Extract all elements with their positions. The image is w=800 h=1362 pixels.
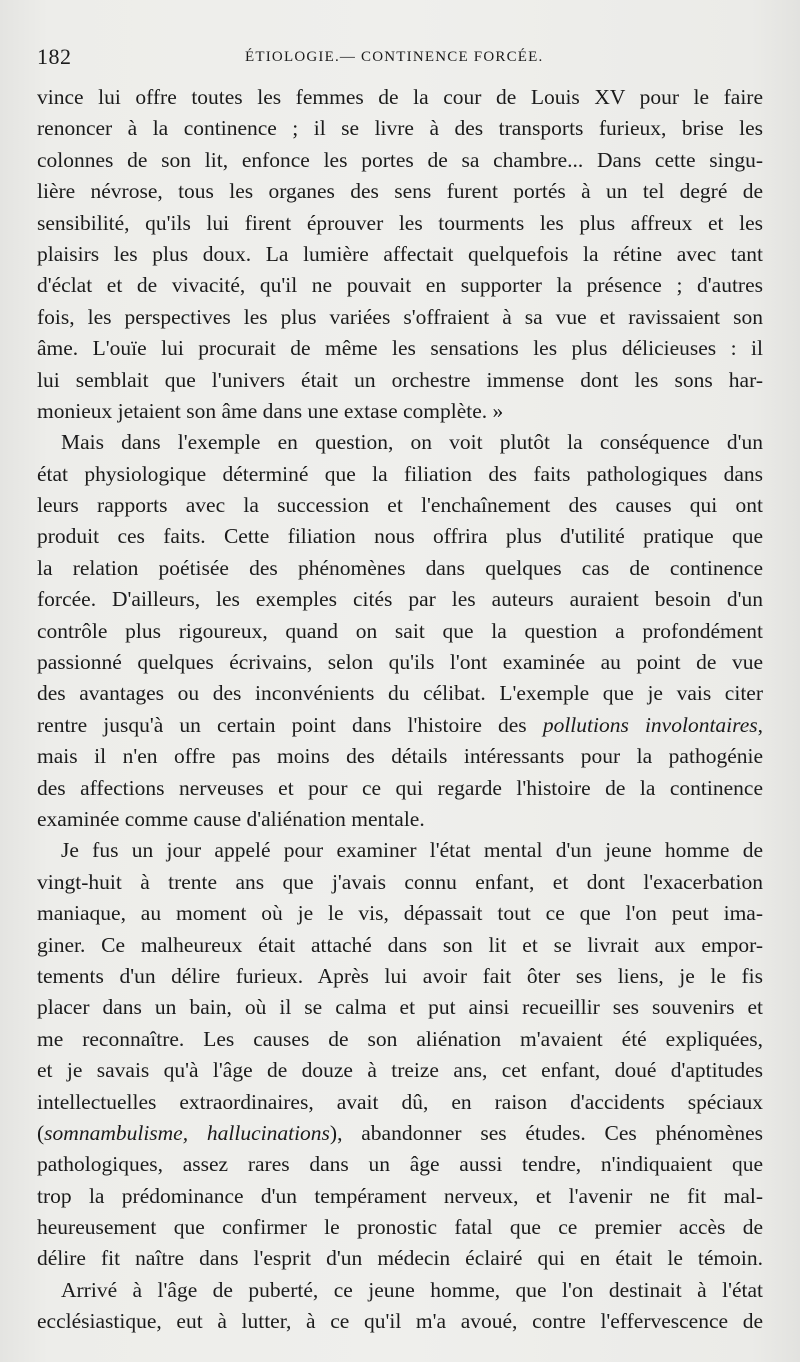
page-header (37, 44, 765, 74)
line-text: et je savais qu'à l'âge de douze à treize ans, cet enfant, doué d'aptitudes (37, 1058, 763, 1083)
text-line (37, 1243, 763, 1274)
text-line (37, 1149, 763, 1180)
text-line (37, 302, 763, 333)
line-text: intellectuelles extraordinaires, avait dû, en raison d'accidents spéciaux (37, 1089, 763, 1114)
text-line (37, 239, 763, 270)
line-text: pathologiques, assez rares dans un âge aussi tendre, n'indiquaient que (37, 1152, 763, 1177)
line-text: lui semblait que l'univers était un orchestre immense dont les sons har- (37, 367, 763, 392)
text-line (37, 930, 763, 961)
text-line (37, 992, 763, 1023)
text-line (37, 1306, 763, 1337)
line-text: trop la prédominance d'un tempérament nerveux, et l'avenir ne fit mal- (37, 1183, 763, 1208)
line-text: la relation poétisée des phénomènes dans quelques cas de continence (37, 555, 763, 580)
text-line (37, 616, 763, 647)
text-line (37, 145, 763, 176)
line-text: produit ces faits. Cette filiation nous offrira plus d'utilité pratique que (37, 524, 763, 549)
line-text: âme. L'ouïe lui procurait de même les sensations les plus délicieuses : il (37, 336, 763, 361)
text-line (37, 804, 763, 835)
text-line (37, 427, 763, 458)
line-text: rentre jusqu'à un certain point dans l'histoire des (37, 712, 527, 737)
line-text: Je fus un jour appelé pour examiner l'état mental d'un jeune homme de (61, 838, 763, 863)
text-line (37, 1181, 763, 1212)
line-text: ecclésiastique, eut à lutter, à ce qu'il m'a avoué, contre l'effervescence de (37, 1309, 763, 1334)
text-line (37, 521, 763, 552)
line-text: colonnes de son lit, enfonce les portes de sa chambre... Dans cette singu- (37, 147, 763, 172)
text-line (37, 1118, 763, 1149)
line-text: délire fit naître dans l'esprit d'un médecin éclairé qui en était le témoin. (37, 1246, 763, 1271)
text-line (37, 710, 763, 741)
line-text: des avantages ou des inconvénients du célibat. L'exemple que je vais citer (37, 681, 763, 706)
line-text: fois, les perspectives les plus variées s'offraient à sa vue et ravissaient son (37, 304, 763, 329)
line-text: vince lui offre toutes les femmes de la cour de Louis XV pour le faire (37, 85, 763, 109)
line-text: placer dans un bain, où il se calma et put ainsi recueillir ses souvenirs et (37, 995, 763, 1020)
text-line (37, 365, 763, 396)
text-line (37, 1055, 763, 1086)
text-line (37, 961, 763, 992)
line-text: heureusement que confirmer le pronostic fatal que ce premier accès de (37, 1215, 763, 1240)
body-text (37, 82, 763, 1338)
line-text: lière névrose, tous les organes des sens furent portés à un tel degré de (37, 179, 763, 204)
line-text: giner. Ce malheureux était attaché dans son lit et se livrait aux empor- (37, 932, 763, 957)
line-text: sensibilité, qu'ils lui firent éprouver les tourments les plus affreux et les (37, 210, 763, 235)
line-text-after: ), abandonner ses études. Ces phénomènes (329, 1120, 763, 1145)
line-text: vingt-huit à trente ans que j'avais connu enfant, et dont l'exacerbation (37, 869, 763, 894)
page-number: 182 (37, 44, 72, 69)
line-text: Arrivé à l'âge de puberté, ce jeune homme, que l'on destinait à l'état (61, 1277, 763, 1302)
text-line (37, 396, 763, 427)
text-line (37, 1087, 763, 1118)
line-text: contrôle plus rigoureux, quand on sait que la question a profondément (37, 618, 763, 643)
line-text: me reconnaître. Les causes de son aliénation m'avaient été expliquées, (37, 1026, 763, 1051)
text-line (37, 113, 763, 144)
text-line (37, 741, 763, 772)
line-text: examinée comme cause d'aliénation mentale. (37, 806, 425, 831)
text-line (37, 835, 763, 866)
text-line (37, 553, 763, 584)
text-line (37, 333, 763, 364)
italic-text: pollutions involontaires (542, 712, 758, 737)
line-text: leurs rapports avec la succession et l'enchaînement des causes qui ont (37, 493, 763, 518)
running-head: ÉTIOLOGIE.— CONTINENCE FORCÉE. (245, 49, 544, 65)
text-line (37, 490, 763, 521)
text-line (37, 1212, 763, 1243)
line-text: passionné quelques écrivains, selon qu'ils l'ont examinée au point de vue (37, 650, 763, 675)
text-line (37, 270, 763, 301)
line-text: Mais dans l'exemple en question, on voit plutôt la conséquence d'un (61, 430, 763, 455)
line-text: ( (37, 1120, 45, 1145)
line-text: maniaque, au moment où je le vis, dépassait tout ce que l'on peut ima- (37, 901, 763, 926)
text-line (37, 82, 763, 113)
italic-text: somnambulisme, hallucinations (44, 1120, 330, 1145)
line-text: monieux jetaient son âme dans une extase complète. » (37, 398, 504, 423)
line-text: état physiologique déterminé que la filiation des faits pathologiques dans (37, 461, 763, 486)
line-text: d'éclat et de vivacité, qu'il ne pouvait en supporter la présence ; d'autres (37, 273, 763, 298)
text-line (37, 176, 763, 207)
line-text: mais il n'en offre pas moins des détails intéressants pour la pathogénie (37, 744, 763, 769)
line-text: plaisirs les plus doux. La lumière affectait quelquefois la rétine avec tant (37, 241, 763, 266)
line-text-after: , (757, 712, 763, 737)
text-line (37, 459, 763, 490)
text-line (37, 898, 763, 929)
text-line (37, 773, 763, 804)
text-line (37, 208, 763, 239)
text-line (37, 647, 763, 678)
line-text: forcée. D'ailleurs, les exemples cités par les auteurs auraient besoin d'un (37, 587, 763, 612)
line-text: tements d'un délire furieux. Après lui avoir fait ôter ses liens, je le fis (37, 963, 763, 988)
text-line (37, 584, 763, 615)
text-line (37, 1024, 763, 1055)
line-text: renoncer à la continence ; il se livre à des transports furieux, brise les (37, 116, 763, 141)
text-line (37, 867, 763, 898)
text-line (37, 678, 763, 709)
line-text: des affections nerveuses et pour ce qui regarde l'histoire de la continence (37, 775, 763, 800)
text-line (37, 1275, 763, 1306)
